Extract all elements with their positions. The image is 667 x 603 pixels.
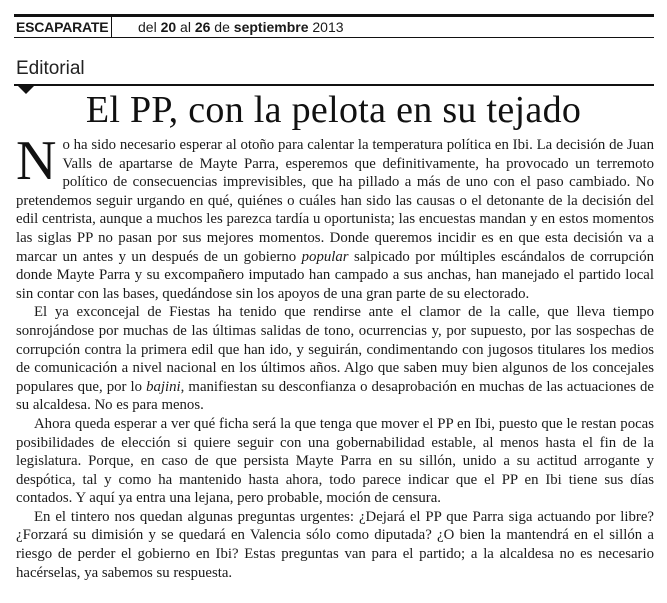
headline: El PP, con la pelota en su tejado bbox=[85, 89, 582, 131]
paragraph-2-text-a: El ya exconcejal de Fiestas ha tenido que rendirse ante el clamor de la calle, que lleva tiempo sonrojándose por muchas de las últimas salidas de tono, ocurrencias y, por supuesto, por las sospechas de corrupción contra la primera edil que han ido, y seguirán, condimentando con jugosos titulares los medios de comunicación a nivel nacional en los últimos años. Algo que saben muy bien algunos de los concejales populares que, por lo bbox=[16, 304, 654, 395]
dateline-month: septiembre bbox=[233, 19, 309, 35]
paragraph-1-emphasis: popular bbox=[301, 248, 349, 265]
dateline-middle: al bbox=[176, 19, 195, 35]
drop-cap: N bbox=[16, 130, 57, 192]
kicker-rule bbox=[14, 84, 654, 86]
section-kicker: Editorial bbox=[16, 58, 85, 79]
dateline-prefix: del bbox=[138, 19, 161, 35]
paragraph-2-text-b: , manifiestan su desconfianza o desaprobación en muchas de las actuaciones de su alcaldesa. No es para menos. bbox=[16, 378, 654, 414]
article-paragraph-2 bbox=[16, 303, 654, 415]
article-paragraph-3: Ahora queda esperar a ver qué ficha será la que tenga que mover el PP en Ibi, puesto que le restan pocas posibilidades de elección si quiere seguir con una gobernabilidad estable, al menos hasta el fin de la legislatura. Porque, en caso de que persista Mayte Parra en su sillón, unido a su actitud arrogante y despótica, tal y como ha mantenido hasta ahora, todo parece indicar que el PP en Ibi tiene sus días contados. Y aquí ya entra una lejana, pero probable, moción de censura. bbox=[16, 415, 654, 507]
dateline-start-day: 20 bbox=[160, 19, 177, 35]
dateline-year: 2013 bbox=[308, 19, 344, 35]
article-body bbox=[16, 130, 654, 582]
section-name: ESCAPARATE bbox=[14, 17, 112, 37]
page-header bbox=[14, 14, 654, 38]
paragraph-1-text-b: salpicado por múltiples escándalos de corrupción donde Mayte Parra y su excompañero imputado han campado a sus anchas, han manejado el partido local sin contar con las bases, quedándose sin los apoyos de una gran parte de su electorado. bbox=[16, 248, 654, 302]
article-paragraph-4: En el tintero nos quedan algunas preguntas urgentes: ¿Dejará el PP que Parra siga actuando por libre? ¿Forzará su dimisión y se quedará en Valencia sólo como diputada? ¿O bien la mantendrá en el sillón a riesgo de perder el gobierno en Ibi? Estas preguntas van para el partido; a la alcaldesa no es necesario hacérselas, ya sabemos su respuesta. bbox=[16, 508, 654, 581]
issue-dateline bbox=[112, 19, 344, 35]
paragraph-2-emphasis: bajini bbox=[146, 378, 181, 395]
dateline-end-day: 26 bbox=[194, 19, 211, 35]
article-paragraph-1 bbox=[16, 130, 654, 303]
dateline-connector: de bbox=[210, 19, 234, 35]
paragraph-1-text-a: o ha sido necesario esperar al otoño para calentar la temperatura política en Ibi. La decisión de Juan Valls de apartarse de Mayte Parra, esperemos que definitivamente, ha provocado un terremoto político de consecuencias imprevisibles, que ha pillado a más de uno con el paso cambiado. No pretendemos seguir urgando en qué, quiénes o cuáles han sido las causas o el detonante de la decisión del edil centrista, aunque a muchos les parezca tardía u oportunista; las encuestas mandan y en estos momentos las siglas PP no pasan por sus mejores momentos. Donde queremos incidir es en que esta decisión va a marcar un antes y un después de un gobierno bbox=[16, 137, 654, 265]
